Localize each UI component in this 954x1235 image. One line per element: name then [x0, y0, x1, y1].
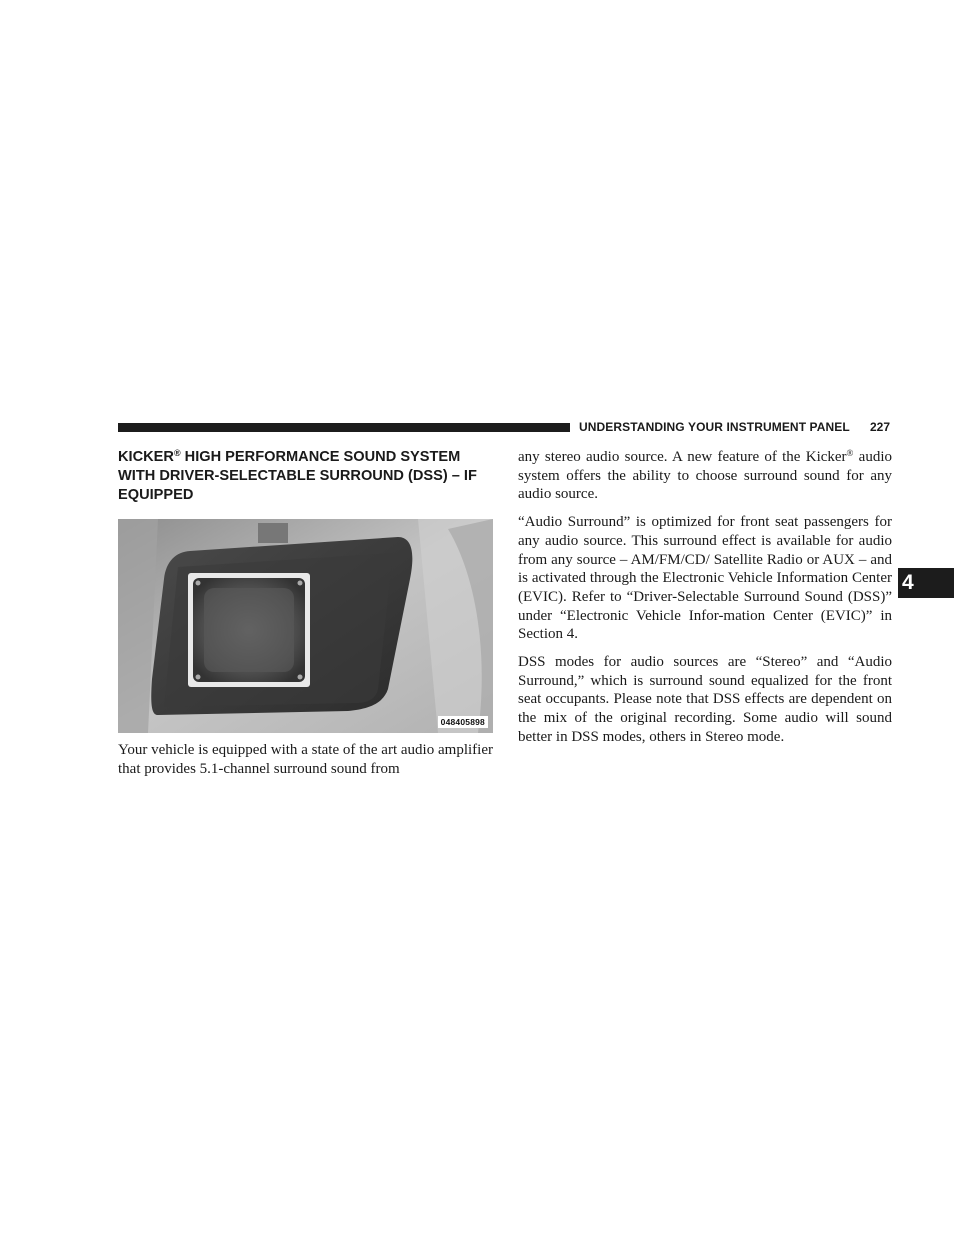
running-header-title: UNDERSTANDING YOUR INSTRUMENT PANEL	[579, 420, 850, 434]
subwoofer-photo	[118, 519, 493, 733]
subwoofer-illustration	[118, 519, 493, 733]
chapter-tab: 4	[898, 568, 954, 598]
right-paragraph-1-part1: any stereo audio source. A new feature of the Kicker	[518, 449, 847, 465]
registered-mark: ®	[846, 448, 854, 458]
right-column	[518, 448, 892, 747]
heading-brand: KICKER	[118, 449, 174, 465]
section-heading	[118, 448, 493, 505]
left-column	[118, 448, 493, 778]
heading-text: HIGH PERFORMANCE SOUND SYSTEM WITH DRIVER-SELECTABLE SURROUND (DSS) – IF EQUIPPED	[118, 449, 477, 503]
left-paragraph: Your vehicle is equipped with a state of the art audio amplifier that provides 5.1-channel surround sound from	[118, 742, 493, 777]
right-paragraph-3: DSS modes for audio sources are “Stereo” and “Audio Surround,” which is surround sound equalized for the front seat occupants. Please note that DSS effects are dependent on the mix of the original recording. Some audio will sound better in DSS modes, others in Stereo mode.	[518, 654, 892, 745]
page-number: 227	[870, 420, 891, 434]
registered-mark: ®	[173, 448, 181, 458]
header-rule	[118, 423, 570, 432]
right-paragraph-1-part2: audio system offers the ability to choose surround sound for any audio source.	[518, 449, 892, 503]
right-paragraph-2: “Audio Surround” is optimized for front seat passengers for any audio source. This surround effect is available for audio from any source – AM/FM/CD/ Satellite Radio or AUX – and is activated through the Electronic Vehicle Information Center (EVIC). Refer to “Driver-Selectable Surround Sound (DSS)” under “Electronic Vehicle Infor-mation Center (EVIC)” in Section 4.	[518, 514, 892, 643]
right-paragraph-1	[518, 448, 892, 504]
figure-code: 048405898	[438, 716, 488, 728]
